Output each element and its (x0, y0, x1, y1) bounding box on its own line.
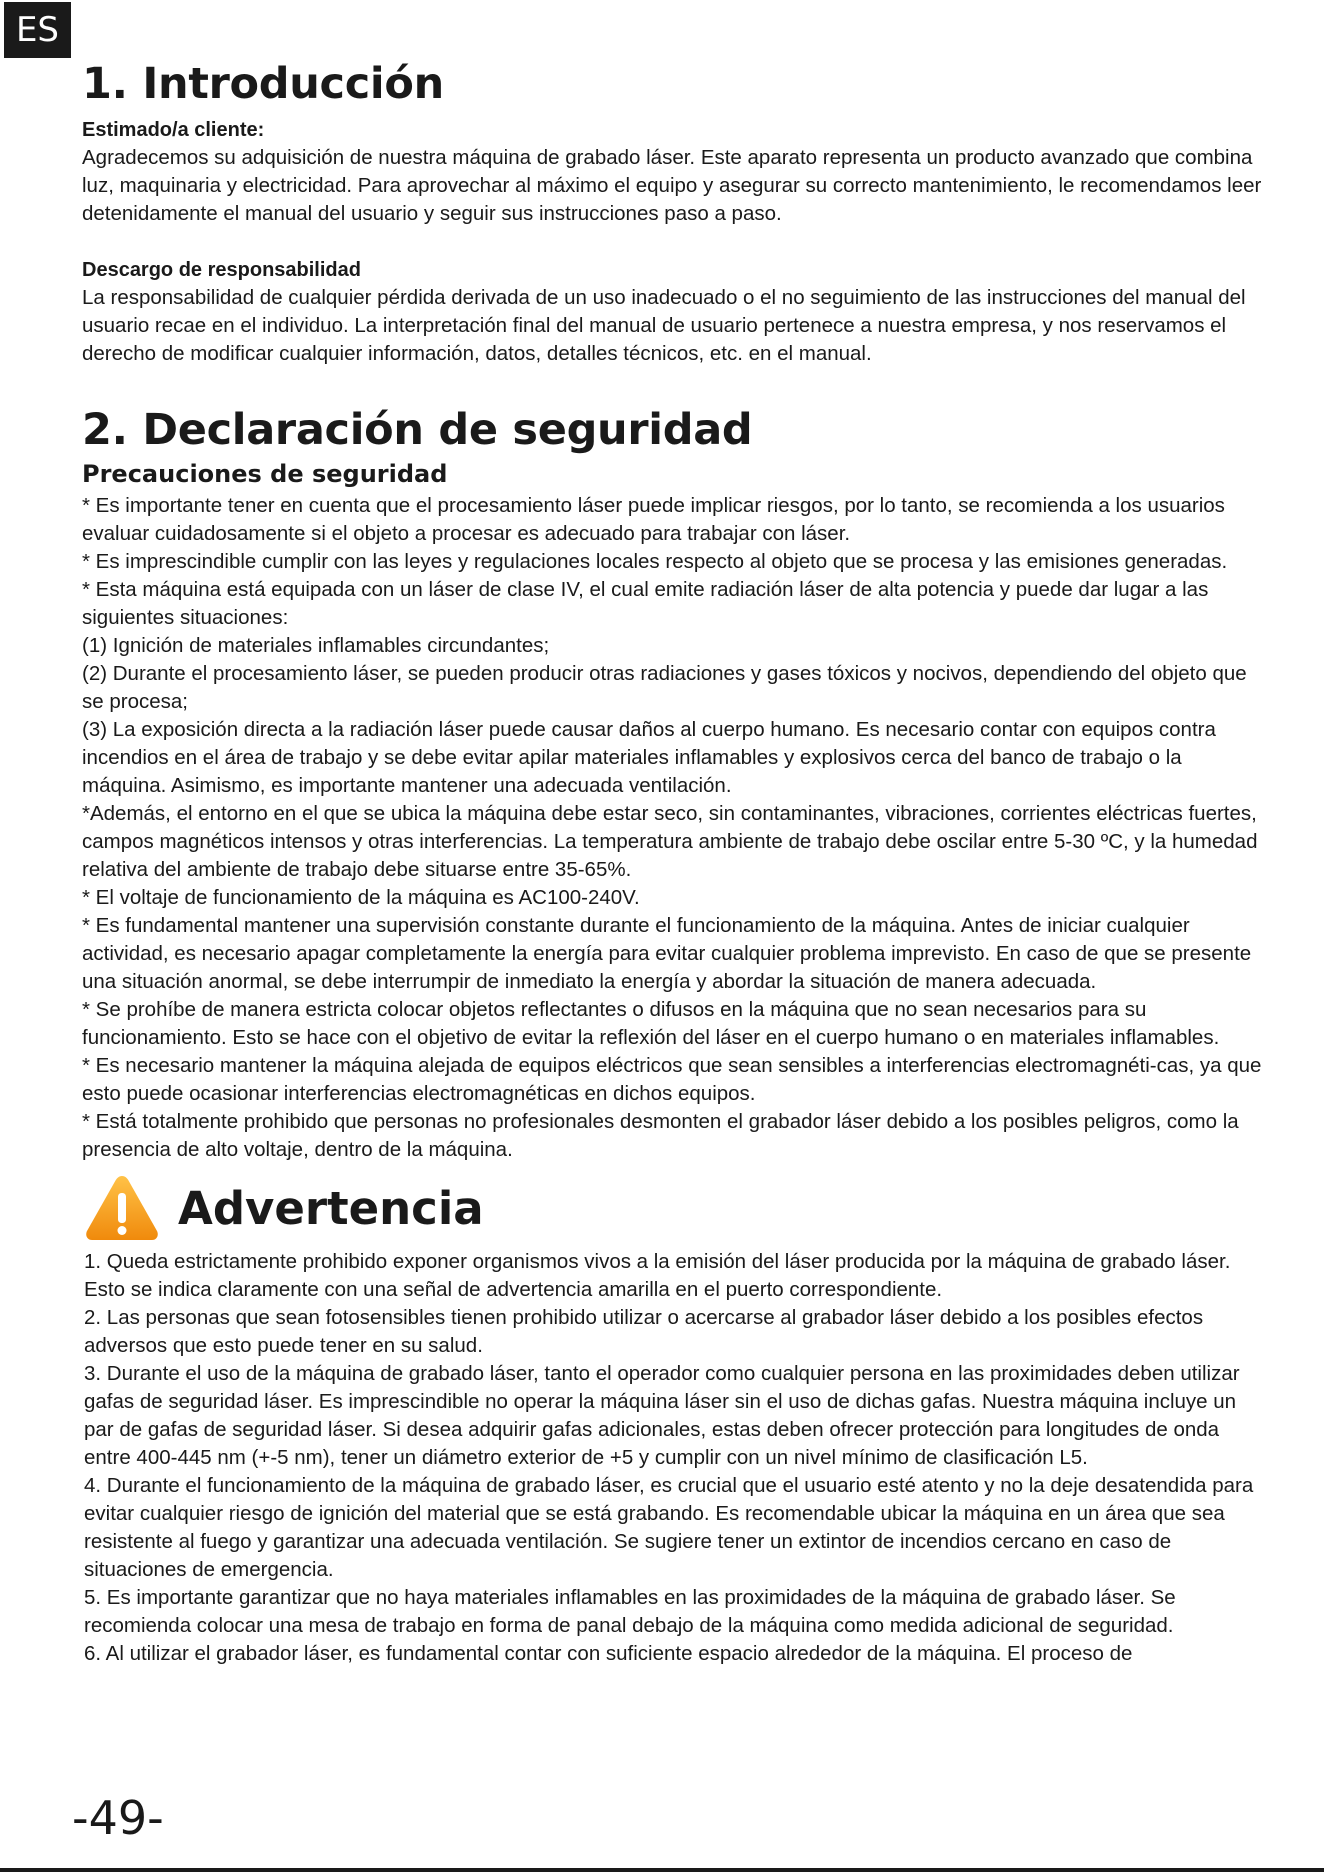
list-item: 4. Durante el funcionamiento de la máquina de grabado láser, es crucial que el usuario esté atento y no la deje desatendida para evitar cualquier riesgo de ignición del material que se está grabando. Es recomendable ubicar la máquina en un área que sea resistente al fuego y garantizar una adecuada ventilación. Se sugiere tener un extintor de incendios cercano en caso de situaciones de emergencia. (84, 1474, 1254, 1581)
list-item: 1. Queda estrictamente prohibido exponer organismos vivos a la emisión del láser producida por la máquina de grabado láser. Esto se indica claramente con una señal de advertencia amarilla en el puerto correspondiente. (84, 1250, 1231, 1301)
bottom-bar (0, 1868, 1324, 1872)
list-item: 3. Durante el uso de la máquina de grabado láser, tanto el operador como cualquier persona en las proximidades deben utilizar gafas de seguridad láser. Es imprescindible no operar la máquina láser sin el uso de dichas gafas. Nuestra máquina incluye un par de gafas de seguridad láser. Si desea adquirir gafas adicionales, estas deben ofrecer protección para longitudes de onda entre 400-445 nm (+-5 nm), tener un diámetro exterior de +5 y cumplir con un nivel mínimo de clasificación L5. (84, 1362, 1240, 1469)
intro-heading: 1. Introducción (82, 59, 444, 109)
disclaimer-label: Descargo de responsabilidad (82, 259, 361, 281)
warning-header (84, 1168, 1262, 1248)
list-item: * Es importante tener en cuenta que el procesamiento láser puede implicar riesgos, por lo tanto, se recomienda a los usuarios evaluar cuidadosamente si el objeto a procesar es adecuado para trabajar con láser. (82, 494, 1225, 545)
list-item: *Además, el entorno en el que se ubica la máquina debe estar seco, sin contaminantes, vibraciones, corrientes eléctricas fuertes, campos magnéticos intensos y otras interferencias. La temperatura ambiente de trabajo debe oscilar entre 5-30 ºC, y la humedad relativa del ambiente de trabajo debe situarse entre 35-65%. (82, 802, 1258, 881)
list-item: * Es fundamental mantener una supervisión constante durante el funcionamiento de la máquina. Antes de iniciar cualquier actividad, es necesario apagar completamente la energía para evitar cualquier problema imprevisto. En caso de que se presente una situación anormal, se debe interrumpir de inmediato la energía y abordar la situación de manera adecuada. (82, 914, 1252, 993)
list-item: (2) Durante el procesamiento láser, se pueden producir otras radiaciones y gases tóxicos y nocivos, dependiendo del objeto que se procesa; (82, 662, 1247, 713)
disclaimer-text: La responsabilidad de cualquier pérdida derivada de un uso inadecuado o el no seguimiento de las instrucciones del manual del usuario recae en el individuo. La interpretación final del manual de usuario pertenece a nuestra empresa, y nos reservamos el derecho de modificar cualquier información, datos, detalles técnicos, etc. en el manual. (82, 286, 1246, 365)
warning-triangle-icon (84, 1173, 160, 1243)
safety-list (82, 492, 1262, 1164)
page-number: -49- (72, 1791, 164, 1845)
list-item: 5. Es importante garantizar que no haya materiales inflamables en las proximidades de la máquina de grabado láser. Se recomienda colocar una mesa de trabajo en forma de panal debajo de la máquina como medida adicional de seguridad. (84, 1586, 1176, 1637)
warning-title: Advertencia (178, 1181, 484, 1235)
intro-paragraph: Agradecemos su adquisición de nuestra máquina de grabado láser. Este aparato representa un producto avanzado que combina luz, maquinaria y electricidad. Para aprovechar al máximo el equipo y asegurar su correcto mantenimiento, le recomendamos leer detenidamente el manual del usuario y seguir sus instrucciones paso a paso. (82, 146, 1262, 225)
list-item: (3) La exposición directa a la radiación láser puede causar daños al cuerpo humano. Es necesario contar con equipos contra incendios en el área de trabajo y se debe evitar apilar materiales inflamables y explosivos cerca del banco de trabajo o la máquina. Asimismo, es importante mantener una adecuada ventilación. (82, 718, 1216, 797)
warning-list (84, 1248, 1270, 1668)
safety-heading: 2. Declaración de seguridad (82, 405, 753, 455)
list-item: * Está totalmente prohibido que personas no profesionales desmonten el grabador láser debido a los posibles peligros, como la presencia de alto voltaje, dentro de la máquina. (82, 1110, 1239, 1161)
list-item: * Es necesario mantener la máquina alejada de equipos eléctricos que sean sensibles a interferencias electromagnéti-cas, ya que esto puede ocasionar interferencias electromagnéticas en dichos equipos. (82, 1054, 1262, 1105)
list-item: (1) Ignición de materiales inflamables circundantes; (82, 634, 550, 657)
list-item: * Esta máquina está equipada con un láser de clase IV, el cual emite radiación láser de alta potencia y puede dar lugar a las siguientes situaciones: (82, 578, 1209, 629)
list-item: * El voltaje de funcionamiento de la máquina es AC100-240V. (82, 886, 640, 909)
list-item: * Se prohíbe de manera estricta colocar objetos reflectantes o difusos en la máquina que no sean necesarios para su funcionamiento. Esto se hace con el objetivo de evitar la reflexión del láser en el cuerpo humano o en materiales inflamables. (82, 998, 1220, 1049)
greeting-label: Estimado/a cliente: (82, 119, 265, 141)
list-item: * Es imprescindible cumplir con las leyes y regulaciones locales respecto al objeto que se procesa y las emisiones generadas. (82, 550, 1228, 573)
list-item: 6. Al utilizar el grabador láser, es fundamental contar con suficiente espacio alrededor de la máquina. El proceso de (84, 1642, 1133, 1665)
list-item: 2. Las personas que sean fotosensibles tienen prohibido utilizar o acercarse al grabador láser debido a los posibles efectos adversos que esto puede tener en su salud. (84, 1306, 1204, 1357)
language-tab: ES (4, 2, 71, 58)
page-content (82, 52, 1262, 1668)
safety-subheading: Precauciones de seguridad (82, 460, 448, 488)
